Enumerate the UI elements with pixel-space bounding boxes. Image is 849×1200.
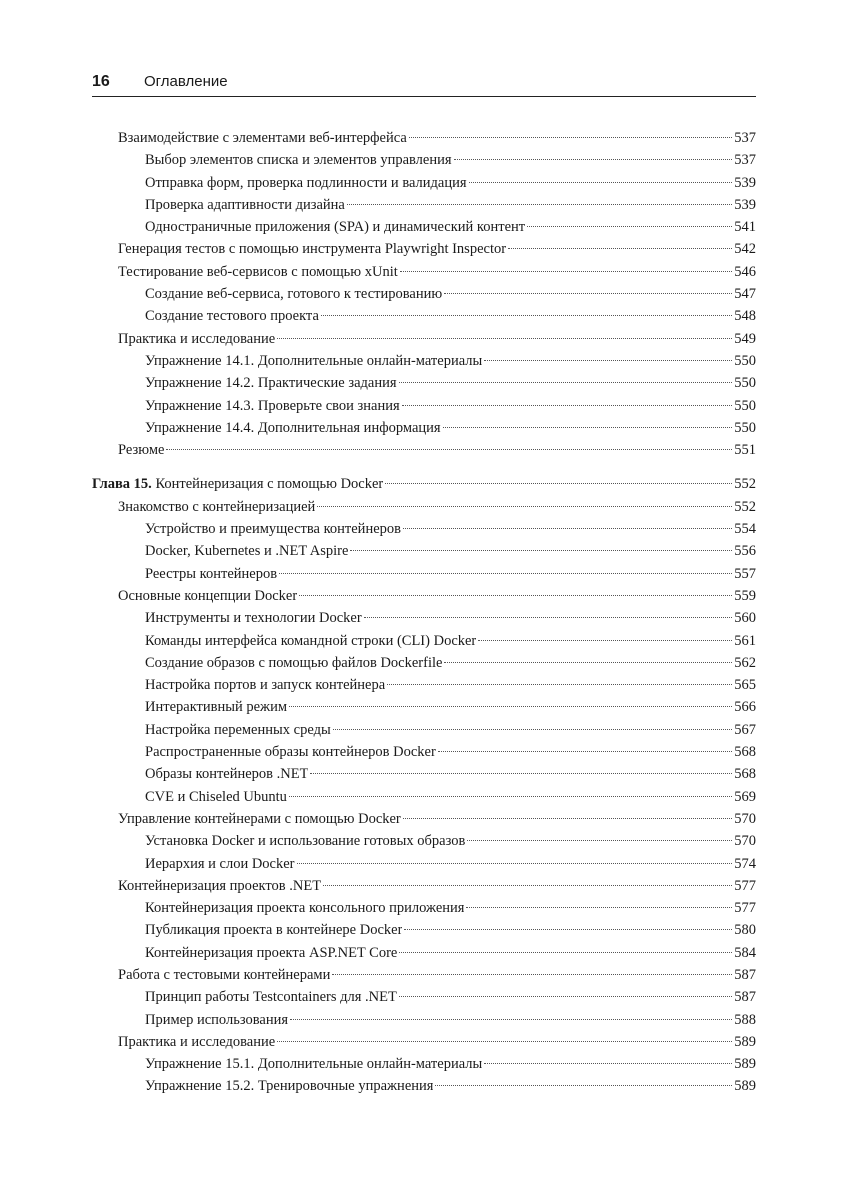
dot-leader (289, 796, 732, 797)
dot-leader (387, 684, 732, 685)
toc-entry-title: CVE и Chiseled Ubuntu (145, 788, 287, 805)
toc-entry-title: Установка Docker и использование готовых образов (145, 833, 466, 850)
toc-entry (92, 521, 756, 543)
toc-entry (92, 566, 756, 588)
toc-entry-page: 539 (734, 196, 756, 213)
toc-entry (92, 1078, 756, 1100)
toc-entry-page: 589 (734, 1033, 756, 1050)
toc-chapter-entry (92, 476, 756, 498)
toc-entry-page: 570 (734, 810, 756, 827)
toc-entry-title: Интерактивный режим (145, 699, 288, 716)
toc-entry-title: Знакомство с контейнеризацией (118, 498, 316, 515)
toc-entry (92, 331, 756, 353)
dot-leader (332, 974, 732, 975)
dot-leader (277, 1041, 732, 1042)
chapter-label: Глава 15. (92, 476, 152, 493)
dot-leader (321, 315, 732, 316)
toc-entry-page: 577 (734, 900, 756, 917)
toc-entry (92, 130, 756, 152)
toc-entry-title: Образы контейнеров .NET (145, 766, 309, 783)
toc-entry (92, 420, 756, 442)
toc-entry-page: 541 (734, 219, 756, 236)
toc-entry (92, 308, 756, 330)
toc-entry-page: 580 (734, 922, 756, 939)
toc-entry (92, 744, 756, 766)
toc-entry-title: Создание веб-сервиса, готового к тестированию (145, 286, 443, 303)
dot-leader (409, 137, 732, 138)
dot-leader (350, 550, 732, 551)
dot-leader (279, 573, 732, 574)
toc-entry-title: Генерация тестов с помощью инструмента Playwright Inspector (118, 241, 507, 258)
toc-entry-page: 589 (734, 1056, 756, 1073)
toc-entry-title: Отправка форм, проверка подлинности и валидация (145, 174, 467, 191)
page-number: 16 (92, 73, 110, 90)
dot-leader (435, 1085, 732, 1086)
toc-entry (92, 722, 756, 744)
toc-entry-page: 550 (734, 352, 756, 369)
dot-leader (299, 595, 732, 596)
toc-entry-title: Резюме (118, 442, 165, 459)
toc-entry (92, 1012, 756, 1034)
toc-entry-title: Настройка портов и запуск контейнера (145, 677, 386, 694)
toc-entry-title: Создание образов с помощью файлов Dockerfile (145, 654, 443, 671)
toc-entry-title: Практика и исследование (118, 1033, 276, 1050)
toc-entry-page: 547 (734, 286, 756, 303)
toc-entry-title: Упражнение 14.3. Проверьте свои знания (145, 397, 400, 414)
toc-entry-title: Команды интерфейса командной строки (CLI) Docker (145, 632, 477, 649)
toc-entry-title: Проверка адаптивности дизайна (145, 196, 345, 213)
toc-entry (92, 677, 756, 699)
dot-leader (400, 271, 732, 272)
toc-entry (92, 699, 756, 721)
toc-entry-page: 577 (734, 877, 756, 894)
dot-leader (290, 1019, 732, 1020)
dot-leader (527, 226, 732, 227)
table-of-contents (92, 130, 756, 1101)
dot-leader (347, 204, 732, 205)
toc-entry (92, 856, 756, 878)
toc-entry (92, 286, 756, 308)
toc-entry (92, 922, 756, 944)
dot-leader (404, 929, 732, 930)
toc-entry-title: Тестирование веб-сервисов с помощью xUnit (118, 263, 398, 280)
toc-entry-page: 574 (734, 855, 756, 872)
dot-leader (403, 818, 732, 819)
dot-leader (399, 996, 732, 997)
dot-leader (478, 640, 732, 641)
toc-entry-title: Контейнеризация проекта консольного приложения (145, 900, 465, 917)
toc-entry (92, 878, 756, 900)
toc-entry (92, 398, 756, 420)
toc-entry-page: 589 (734, 1078, 756, 1095)
toc-entry (92, 989, 756, 1011)
toc-entry (92, 766, 756, 788)
toc-entry-title: Реестры контейнеров (145, 565, 278, 582)
dot-leader (403, 528, 732, 529)
toc-entry-title: Контейнеризация проектов .NET (118, 877, 322, 894)
toc-entry (92, 1056, 756, 1078)
toc-entry (92, 375, 756, 397)
dot-leader (508, 248, 732, 249)
toc-entry-title: Управление контейнерами с помощью Docker (118, 810, 401, 827)
toc-entry (92, 264, 756, 286)
toc-entry-page: 550 (734, 419, 756, 436)
dot-leader (317, 506, 732, 507)
toc-entry-title: Инструменты и технологии Docker (145, 610, 362, 627)
toc-entry-page: 551 (734, 442, 756, 459)
dot-leader (297, 863, 733, 864)
toc-entry-title: Взаимодействие с элементами веб-интерфейса (118, 130, 407, 146)
toc-entry-title: Docker, Kubernetes и .NET Aspire (145, 543, 349, 560)
toc-entry-title: Упражнение 14.4. Дополнительная информация (145, 419, 441, 436)
toc-entry-title: Принцип работы Testcontainers для .NET (145, 989, 397, 1006)
toc-entry-page: 556 (734, 543, 756, 560)
dot-leader (333, 729, 733, 730)
toc-entry-page: 562 (734, 654, 756, 671)
toc-entry-page: 566 (734, 699, 756, 716)
toc-entry (92, 241, 756, 263)
toc-entry-page: 561 (734, 632, 756, 649)
toc-entry-page: 568 (734, 766, 756, 783)
toc-entry-page: 552 (734, 498, 756, 515)
toc-entry-page: 537 (734, 152, 756, 169)
toc-entry-title: Выбор элементов списка и элементов управления (145, 152, 452, 169)
toc-entry-page: 550 (734, 397, 756, 414)
toc-entry (92, 543, 756, 565)
toc-entry-page: 539 (734, 174, 756, 191)
toc-entry (92, 175, 756, 197)
toc-entry (92, 197, 756, 219)
toc-entry-title: Настройка переменных среды (145, 721, 331, 738)
toc-entry-page: 587 (734, 966, 756, 983)
toc-entry-page: 552 (734, 476, 756, 493)
toc-entry (92, 353, 756, 375)
toc-entry-page: 550 (734, 375, 756, 392)
toc-entry (92, 900, 756, 922)
dot-leader (444, 293, 732, 294)
toc-entry-page: 567 (734, 721, 756, 738)
toc-entry-page: 588 (734, 1011, 756, 1028)
dot-leader (277, 338, 732, 339)
dot-leader (454, 159, 733, 160)
toc-entry-page: 542 (734, 241, 756, 258)
toc-entry-page: 548 (734, 308, 756, 325)
toc-entry (92, 833, 756, 855)
toc-entry-title: Упражнение 15.1. Дополнительные онлайн-материалы (145, 1056, 483, 1073)
toc-entry-title: Одностраничные приложения (SPA) и динамический контент (145, 219, 526, 236)
toc-entry-page: 570 (734, 833, 756, 850)
toc-entry (92, 1034, 756, 1056)
toc-entry-page: 568 (734, 744, 756, 761)
dot-leader (289, 706, 732, 707)
toc-chapter-title (92, 476, 383, 493)
dot-leader (484, 360, 732, 361)
toc-entry (92, 633, 756, 655)
toc-entry (92, 655, 756, 677)
toc-entry (92, 152, 756, 174)
dot-leader (438, 751, 732, 752)
toc-entry-title: Основные концепции Docker (118, 587, 298, 604)
toc-entry-page: 559 (734, 587, 756, 604)
toc-entry-title: Упражнение 14.1. Дополнительные онлайн-материалы (145, 352, 483, 369)
dot-leader (323, 885, 732, 886)
toc-entry-title: Контейнеризация проекта ASP.NET Core (145, 944, 398, 961)
toc-entry-page: 549 (734, 330, 756, 347)
toc-entry-title: Распространенные образы контейнеров Docker (145, 744, 436, 761)
toc-entry (92, 610, 756, 632)
dot-leader (402, 405, 733, 406)
toc-entry-page: 554 (734, 521, 756, 538)
dot-leader (399, 952, 732, 953)
toc-entry-title: Иерархия и слои Docker (145, 855, 295, 872)
toc-entry (92, 219, 756, 241)
toc-entry-title: Публикация проекта в контейнере Docker (145, 922, 403, 939)
toc-entry-title: Упражнение 14.2. Практические задания (145, 375, 397, 392)
toc-entry-title: Упражнение 15.2. Тренировочные упражнения (145, 1078, 434, 1095)
toc-entry-title: Практика и исследование (118, 330, 276, 347)
dot-leader (484, 1063, 732, 1064)
dot-leader (444, 662, 732, 663)
dot-leader (364, 617, 733, 618)
dot-leader (385, 483, 732, 484)
toc-entry (92, 811, 756, 833)
toc-entry (92, 442, 756, 464)
toc-entry-page: 569 (734, 788, 756, 805)
toc-entry-title: Создание тестового проекта (145, 308, 319, 325)
toc-entry-page: 565 (734, 677, 756, 694)
toc-entry (92, 588, 756, 610)
dot-leader (443, 427, 733, 428)
toc-entry-title: Пример использования (145, 1011, 289, 1028)
running-title: Оглавление (144, 73, 228, 90)
toc-entry-page: 546 (734, 263, 756, 280)
dot-leader (466, 907, 732, 908)
toc-entry-page: 557 (734, 565, 756, 582)
dot-leader (399, 382, 733, 383)
toc-entry-title: Устройство и преимущества контейнеров (145, 521, 401, 538)
toc-entry-page: 537 (734, 130, 756, 146)
running-header (92, 70, 756, 97)
toc-entry (92, 789, 756, 811)
toc-entry (92, 967, 756, 989)
dot-leader (166, 449, 732, 450)
toc-entry-page: 560 (734, 610, 756, 627)
toc-entry-page: 584 (734, 944, 756, 961)
toc-entry-page: 587 (734, 989, 756, 1006)
dot-leader (467, 840, 732, 841)
chapter-title: Контейнеризация с помощью Docker (155, 476, 384, 493)
toc-entry-title: Работа с тестовыми контейнерами (118, 966, 331, 983)
toc-entry (92, 499, 756, 521)
dot-leader (310, 773, 732, 774)
toc-entry (92, 945, 756, 967)
dot-leader (469, 182, 733, 183)
